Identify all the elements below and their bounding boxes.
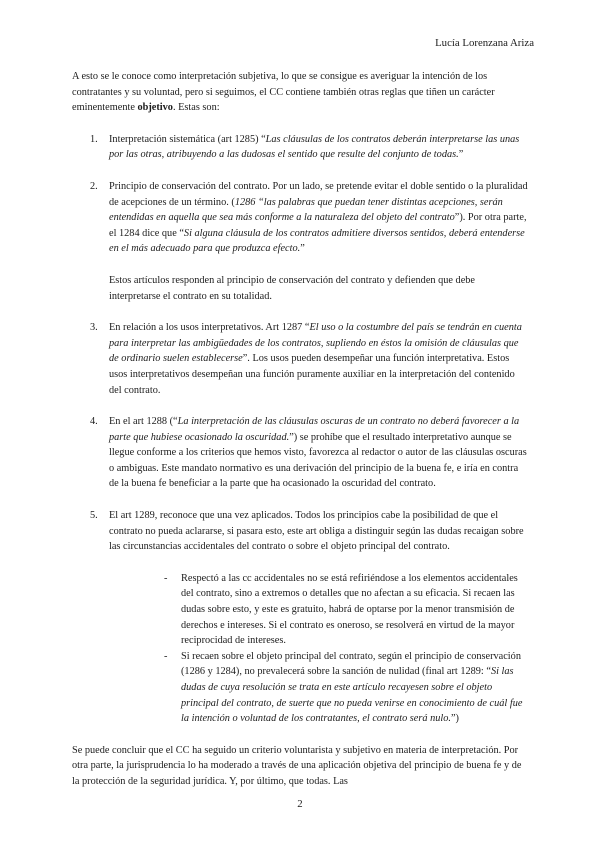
list-number: 4.	[90, 416, 98, 428]
list-item-3	[72, 320, 528, 398]
list-item-1	[72, 132, 528, 163]
text-run: En relación a los usos interpretativos. Art 1287 “	[109, 322, 310, 334]
page-number: 2	[297, 798, 303, 810]
dash-bullet: -	[164, 650, 168, 662]
quoted-article: El uso o la costumbre del país se tendrán en cuenta para interpretar las ambigüedades de los contratos, supliendo en éstos la omisión de cláusulas que de ordinario suelen establecerse	[109, 322, 522, 365]
intro-paragraph	[72, 69, 528, 116]
list-item-4	[72, 414, 528, 492]
text-run: ”	[458, 149, 464, 161]
dash-item-1	[109, 571, 528, 649]
header-author: Lucía Lorenzana Ariza	[435, 37, 534, 49]
text-run: Si recaen sobre el objeto principal del contrato, según el principio de conservación (1286 y 1284), no prevalecerá sobre la sanción de nulidad (final art 1289: “	[181, 650, 521, 678]
list-item-extra-paragraph: Estos artículos responden al principio de conservación del contrato y defienden que debe interpretarse el contrato en su totalidad.	[109, 274, 475, 302]
list-item-text	[109, 320, 528, 398]
list-number: 5.	[90, 510, 98, 522]
list-item-text	[109, 179, 528, 257]
text-run: En el art 1288 (“	[109, 416, 178, 428]
page-body	[72, 69, 528, 790]
quoted-article: Las cláusulas de los contratos deberán interpretarse las unas por las otras, atribuyendo a las dudosas el sentido que resulte del conjunto de todas.	[109, 133, 520, 161]
list-number: 1.	[90, 133, 98, 145]
list-item-text	[109, 132, 528, 163]
text-run: Interpretación sistemática (art 1285) “	[109, 133, 266, 145]
numbered-list	[72, 132, 528, 727]
list-item-text: El art 1289, reconoce que una vez aplicados. Todos los principios cabe la posibilidad de que el contrato no pueda aclararse, si pasara esto, este art obliga a distinguir según las dudas recaigan sobre las circunstancias accidentales del contrato o sobre el objeto principal del contrato.	[109, 510, 524, 553]
text-run: Principio de conservación del contrato. Por un lado, se pretende evitar el doble sentido o la pluralidad de acepciones de un término. (	[109, 180, 528, 208]
dash-bullet: -	[164, 572, 168, 584]
list-item-2	[72, 179, 528, 304]
quoted-article: 1286 “las palabras que puedan tener distintas acepciones, serán entendidas en aquella que sea más conforme a la naturaleza del objeto del contrato	[109, 196, 503, 224]
dash-item-text: Respectó a las cc accidentales no se está refiriéndose a los elementos accidentales del contrato, sino a extremos o detalles que no afectan a su eficacia. Si recaen las dudas sobre esto, y este es gratuito, habrá de optarse por la menor transmisión de derechos e intereses. Si el contrato es oneroso, se resolverá en virtud de la mayor reciprocidad de intereses.	[181, 572, 518, 647]
quoted-article: Si alguna cláusula de los contratos admitiere diversos sentidos, deberá entenderse en el más adecuado para que produzca efecto.	[109, 227, 525, 255]
list-item-5	[72, 508, 528, 727]
text-run: ”)	[450, 713, 459, 725]
list-number: 2.	[90, 180, 98, 192]
text-run: ”	[300, 243, 305, 255]
dash-item-2	[109, 649, 528, 727]
text-run: ”. Los usos pueden desempeñar una función interpretativa. Estos usos interpretativos desempeñan una función puramente auxiliar en la interpretación del contenido del contrato.	[109, 353, 515, 396]
dash-list	[109, 571, 528, 727]
text-run: ”) se prohíbe que el resultado interpretativo aunque se llegue conforme a los criterios que hemos visto, favorezca al redactor o autor de las cláusulas oscuras o ambiguas. Este mandato normativo es una derivación del principio de la buena fe, e iría en contra de la buena fe beneficiar a la parte que ha ocasionado la oscuridad del contrato.	[109, 431, 527, 490]
list-item-text	[109, 414, 528, 492]
intro-text-end: . Estas son:	[172, 102, 220, 114]
text-run: ”). Por otra parte, el 1284 dice que “	[109, 212, 527, 239]
quoted-article: Si las dudas de cuya resolución se trata en este artículo recayesen sobre el objeto principal del contrato, de suerte que no pueda venirse en conocimiento de cuál fue la intención o voluntad de los contratantes, el contrato será nulo.	[181, 666, 523, 725]
closing-paragraph: Se puede concluir que el CC ha seguido un criterio voluntarista y subjetivo en materia de interpretación. Por otra parte, la jurisprudencia lo ha moderado a través de una aplicación objetiva del principio de buena fe y de la protección de la seguridad jurídica. Y, por último, que todas. Las	[72, 744, 522, 787]
quoted-article: La interpretación de las cláusulas oscuras de un contrato no deberá favorecer a la parte que hubiese ocasionado la oscuridad.	[109, 416, 520, 443]
intro-bold-term: objetivo	[137, 102, 173, 114]
dash-item-text	[181, 649, 528, 727]
list-number: 3.	[90, 322, 98, 334]
intro-text: A esto se le conoce como interpretación subjetiva, lo que se consigue es averiguar la intención de los contratantes y su voluntad, pero si seguimos, el CC contiene también otras reglas que tiñen un carácter eminentemente	[72, 71, 495, 114]
